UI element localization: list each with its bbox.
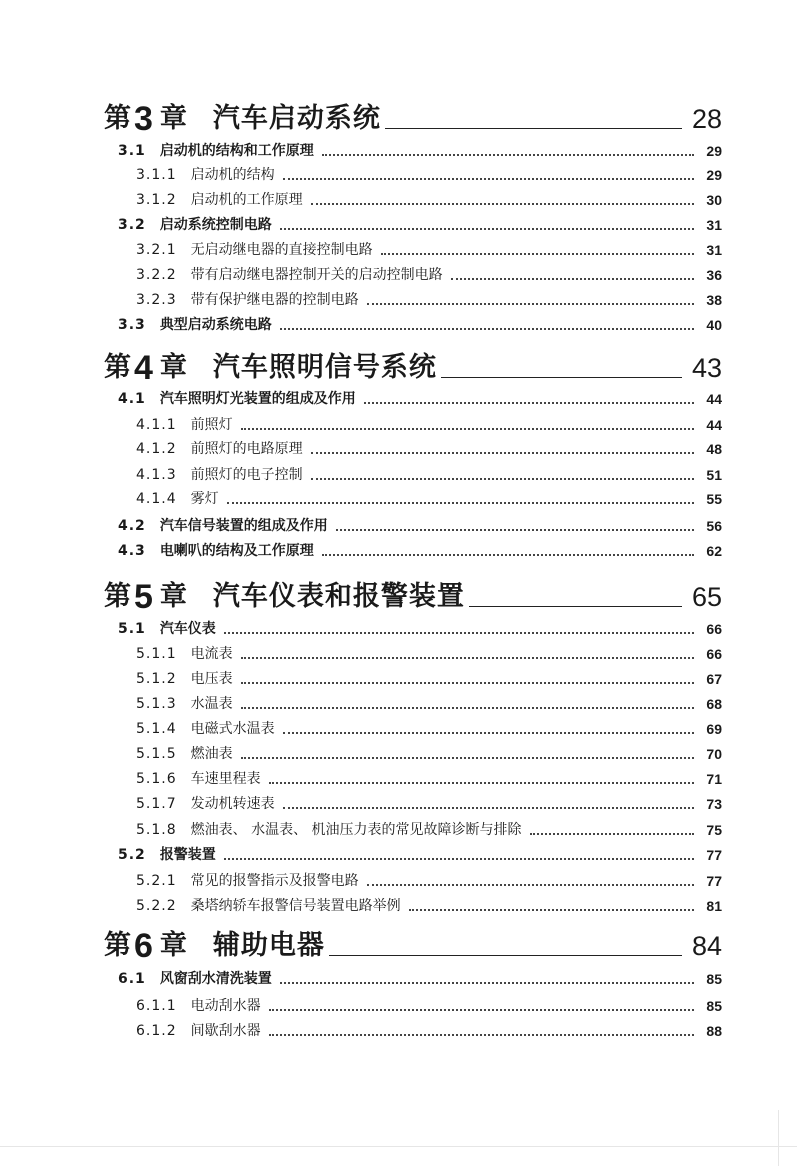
chapter-page-number: 84 — [691, 931, 722, 961]
section-entry — [118, 844, 722, 864]
dot-leader — [367, 303, 694, 305]
dot-leader — [227, 502, 694, 504]
subsection-entry — [136, 414, 722, 434]
entry-number: 5.1.4 — [136, 721, 177, 737]
chapter-title: 辅助电器 — [212, 930, 325, 961]
subsection-entry — [136, 289, 722, 309]
entry-page-number: 67 — [706, 671, 722, 687]
chapter-prefix: 第 — [104, 103, 131, 134]
entry-page-number: 70 — [706, 746, 722, 762]
dot-leader — [224, 858, 694, 860]
subsection-entry — [136, 239, 722, 259]
entry-number: 3.2.1 — [136, 242, 177, 258]
dot-leader — [367, 884, 694, 886]
entry-page-number: 81 — [706, 898, 722, 914]
entry-page-number: 48 — [706, 441, 722, 457]
entry-title: 启动机的结构和工作原理 — [159, 143, 314, 159]
subsection-entry — [136, 819, 722, 839]
entry-title: 报警装置 — [159, 847, 216, 863]
entry-title: 电流表 — [190, 646, 233, 662]
entry-title: 燃油表 — [190, 746, 233, 762]
entry-number: 5.2 — [118, 847, 146, 863]
chapter-page-number: 28 — [691, 104, 722, 134]
subsection-entry — [136, 743, 722, 763]
entry-page-number: 75 — [706, 822, 722, 838]
subsection-entry — [136, 995, 722, 1015]
dot-leader — [280, 328, 694, 330]
chapter-heading — [104, 341, 722, 385]
entry-page-number: 51 — [706, 467, 722, 483]
chapter-number: 3 — [134, 100, 153, 138]
subsection-entry — [136, 488, 722, 508]
subsection-entry — [136, 164, 722, 184]
entry-title: 前照灯 — [190, 417, 233, 433]
entry-title: 带有启动继电器控制开关的启动控制电路 — [190, 267, 443, 283]
entry-number: 3.1 — [118, 143, 146, 159]
subsection-entry — [136, 643, 722, 663]
entry-title: 电压表 — [190, 671, 233, 687]
entry-page-number: 77 — [706, 873, 722, 889]
entry-title: 桑塔纳轿车报警信号装置电路举例 — [190, 898, 401, 914]
section-entry — [118, 388, 722, 408]
chapter-suffix: 章 — [159, 930, 187, 961]
dot-leader — [269, 1009, 694, 1011]
dot-leader — [311, 452, 694, 454]
entry-page-number: 69 — [706, 721, 722, 737]
entry-page-number: 44 — [706, 391, 722, 407]
dot-leader — [311, 478, 694, 480]
chapter-suffix: 章 — [159, 103, 187, 134]
entry-title: 典型启动系统电路 — [159, 317, 272, 333]
entry-number: 3.1.1 — [136, 167, 177, 183]
entry-title: 间歇刮水器 — [190, 1023, 261, 1039]
entry-number: 4.1.3 — [136, 467, 177, 483]
dot-leader — [241, 682, 694, 684]
chapter-suffix: 章 — [159, 581, 187, 612]
subsection-entry — [136, 438, 722, 458]
entry-number: 3.2.3 — [136, 292, 177, 308]
dot-leader — [241, 757, 694, 759]
entry-number: 6.1.1 — [136, 998, 177, 1014]
dot-leader — [241, 428, 694, 430]
dot-leader — [283, 807, 694, 809]
entry-title: 带有保护继电器的控制电路 — [190, 292, 359, 308]
entry-page-number: 55 — [706, 491, 722, 507]
subsection-entry — [136, 768, 722, 788]
entry-number: 5.1.3 — [136, 696, 177, 712]
entry-number: 3.3 — [118, 317, 146, 333]
dot-leader — [283, 178, 694, 180]
dot-leader — [322, 154, 694, 156]
entry-title: 电动刮水器 — [190, 998, 261, 1014]
entry-page-number: 29 — [706, 143, 722, 159]
chapter-rule — [441, 377, 682, 378]
dot-leader — [336, 529, 694, 531]
chapter-heading — [104, 92, 722, 136]
entry-number: 4.1 — [118, 391, 146, 407]
dot-leader — [322, 554, 694, 556]
subsection-entry — [136, 668, 722, 688]
entry-page-number: 44 — [706, 417, 722, 433]
dot-leader — [311, 203, 694, 205]
entry-page-number: 68 — [706, 696, 722, 712]
entry-page-number: 66 — [706, 621, 722, 637]
dot-leader — [530, 833, 694, 835]
entry-page-number: 40 — [706, 317, 722, 333]
entry-number: 5.1.6 — [136, 771, 177, 787]
chapter-prefix: 第 — [104, 930, 131, 961]
chapter-page-number: 65 — [691, 582, 722, 612]
dot-leader — [269, 1034, 694, 1036]
section-entry — [118, 968, 722, 988]
subsection-entry — [136, 870, 722, 890]
entry-page-number: 30 — [706, 192, 722, 208]
entry-page-number: 66 — [706, 646, 722, 662]
chapter-heading — [104, 570, 722, 614]
entry-page-number: 71 — [706, 771, 722, 787]
chapter-title: 汽车启动系统 — [212, 103, 381, 134]
subsection-entry — [136, 693, 722, 713]
entry-title: 水温表 — [190, 696, 233, 712]
entry-title: 电喇叭的结构及工作原理 — [159, 543, 314, 559]
entry-number: 3.2.2 — [136, 267, 177, 283]
chapter-suffix: 章 — [159, 352, 187, 383]
dot-leader — [364, 402, 694, 404]
entry-number: 3.2 — [118, 217, 146, 233]
entry-title: 风窗刮水清洗装置 — [159, 971, 272, 987]
entry-number: 4.2 — [118, 518, 146, 534]
section-entry — [118, 314, 722, 334]
entry-number: 5.2.1 — [136, 873, 177, 889]
entry-page-number: 31 — [706, 242, 722, 258]
chapter-prefix: 第 — [104, 581, 131, 612]
entry-number: 5.2.2 — [136, 898, 177, 914]
entry-title: 雾灯 — [190, 491, 219, 507]
entry-title: 电磁式水温表 — [190, 721, 275, 737]
entry-title: 燃油表、 水温表、 机油压力表的常见故障诊断与排除 — [190, 822, 522, 838]
section-entry — [118, 214, 722, 234]
dot-leader — [241, 707, 694, 709]
entry-page-number: 62 — [706, 543, 722, 559]
section-entry — [118, 515, 722, 535]
section-entry — [118, 618, 722, 638]
subsection-entry — [136, 895, 722, 915]
subsection-entry — [136, 1020, 722, 1040]
entry-number: 6.1 — [118, 971, 146, 987]
entry-page-number: 38 — [706, 292, 722, 308]
dot-leader — [381, 253, 694, 255]
dot-leader — [224, 632, 694, 634]
entry-title: 启动机的结构 — [190, 167, 275, 183]
entry-page-number: 31 — [706, 217, 722, 233]
entry-number: 5.1.5 — [136, 746, 177, 762]
dot-leader — [283, 732, 694, 734]
chapter-title: 汽车仪表和报警装置 — [212, 581, 465, 612]
entry-number: 4.1.4 — [136, 491, 177, 507]
chapter-rule — [469, 606, 682, 607]
entry-title: 无启动继电器的直接控制电路 — [190, 242, 373, 258]
subsection-entry — [136, 793, 722, 813]
scan-edge-side — [778, 1110, 779, 1166]
dot-leader — [280, 982, 694, 984]
entry-number: 5.1.7 — [136, 796, 177, 812]
chapter-title: 汽车照明信号系统 — [212, 352, 437, 383]
subsection-entry — [136, 189, 722, 209]
entry-number: 4.3 — [118, 543, 146, 559]
entry-page-number: 85 — [706, 998, 722, 1014]
section-entry — [118, 540, 722, 560]
chapter-number: 4 — [134, 349, 153, 387]
subsection-entry — [136, 264, 722, 284]
entry-page-number: 29 — [706, 167, 722, 183]
entry-title: 常见的报警指示及报警电路 — [190, 873, 359, 889]
entry-number: 3.1.2 — [136, 192, 177, 208]
scan-edge-bottom — [0, 1146, 797, 1147]
dot-leader — [451, 278, 694, 280]
chapter-number: 6 — [134, 927, 153, 965]
subsection-entry — [136, 718, 722, 738]
entry-title: 汽车仪表 — [159, 621, 216, 637]
dot-leader — [280, 228, 694, 230]
subsection-entry — [136, 464, 722, 484]
entry-page-number: 85 — [706, 971, 722, 987]
entry-title: 前照灯的电子控制 — [190, 467, 303, 483]
chapter-rule — [385, 128, 682, 129]
entry-page-number: 73 — [706, 796, 722, 812]
entry-title: 发动机转速表 — [190, 796, 275, 812]
entry-title: 汽车照明灯光装置的组成及作用 — [159, 391, 356, 407]
dot-leader — [269, 782, 694, 784]
entry-title: 前照灯的电路原理 — [190, 441, 303, 457]
entry-number: 5.1.8 — [136, 822, 177, 838]
dot-leader — [241, 657, 694, 659]
entry-number: 5.1 — [118, 621, 146, 637]
entry-page-number: 88 — [706, 1023, 722, 1039]
entry-title: 启动机的工作原理 — [190, 192, 303, 208]
dot-leader — [409, 909, 694, 911]
entry-page-number: 56 — [706, 518, 722, 534]
entry-number: 4.1.1 — [136, 417, 177, 433]
entry-page-number: 77 — [706, 847, 722, 863]
chapter-page-number: 43 — [691, 353, 722, 383]
chapter-number: 5 — [134, 578, 153, 616]
entry-page-number: 36 — [706, 267, 722, 283]
chapter-prefix: 第 — [104, 352, 131, 383]
entry-number: 4.1.2 — [136, 441, 177, 457]
entry-number: 5.1.1 — [136, 646, 177, 662]
entry-title: 汽车信号装置的组成及作用 — [159, 518, 328, 534]
section-entry — [118, 140, 722, 160]
entry-title: 车速里程表 — [190, 771, 261, 787]
chapter-heading — [104, 919, 722, 963]
chapter-rule — [329, 955, 682, 956]
entry-title: 启动系统控制电路 — [159, 217, 272, 233]
entry-number: 5.1.2 — [136, 671, 177, 687]
entry-number: 6.1.2 — [136, 1023, 177, 1039]
